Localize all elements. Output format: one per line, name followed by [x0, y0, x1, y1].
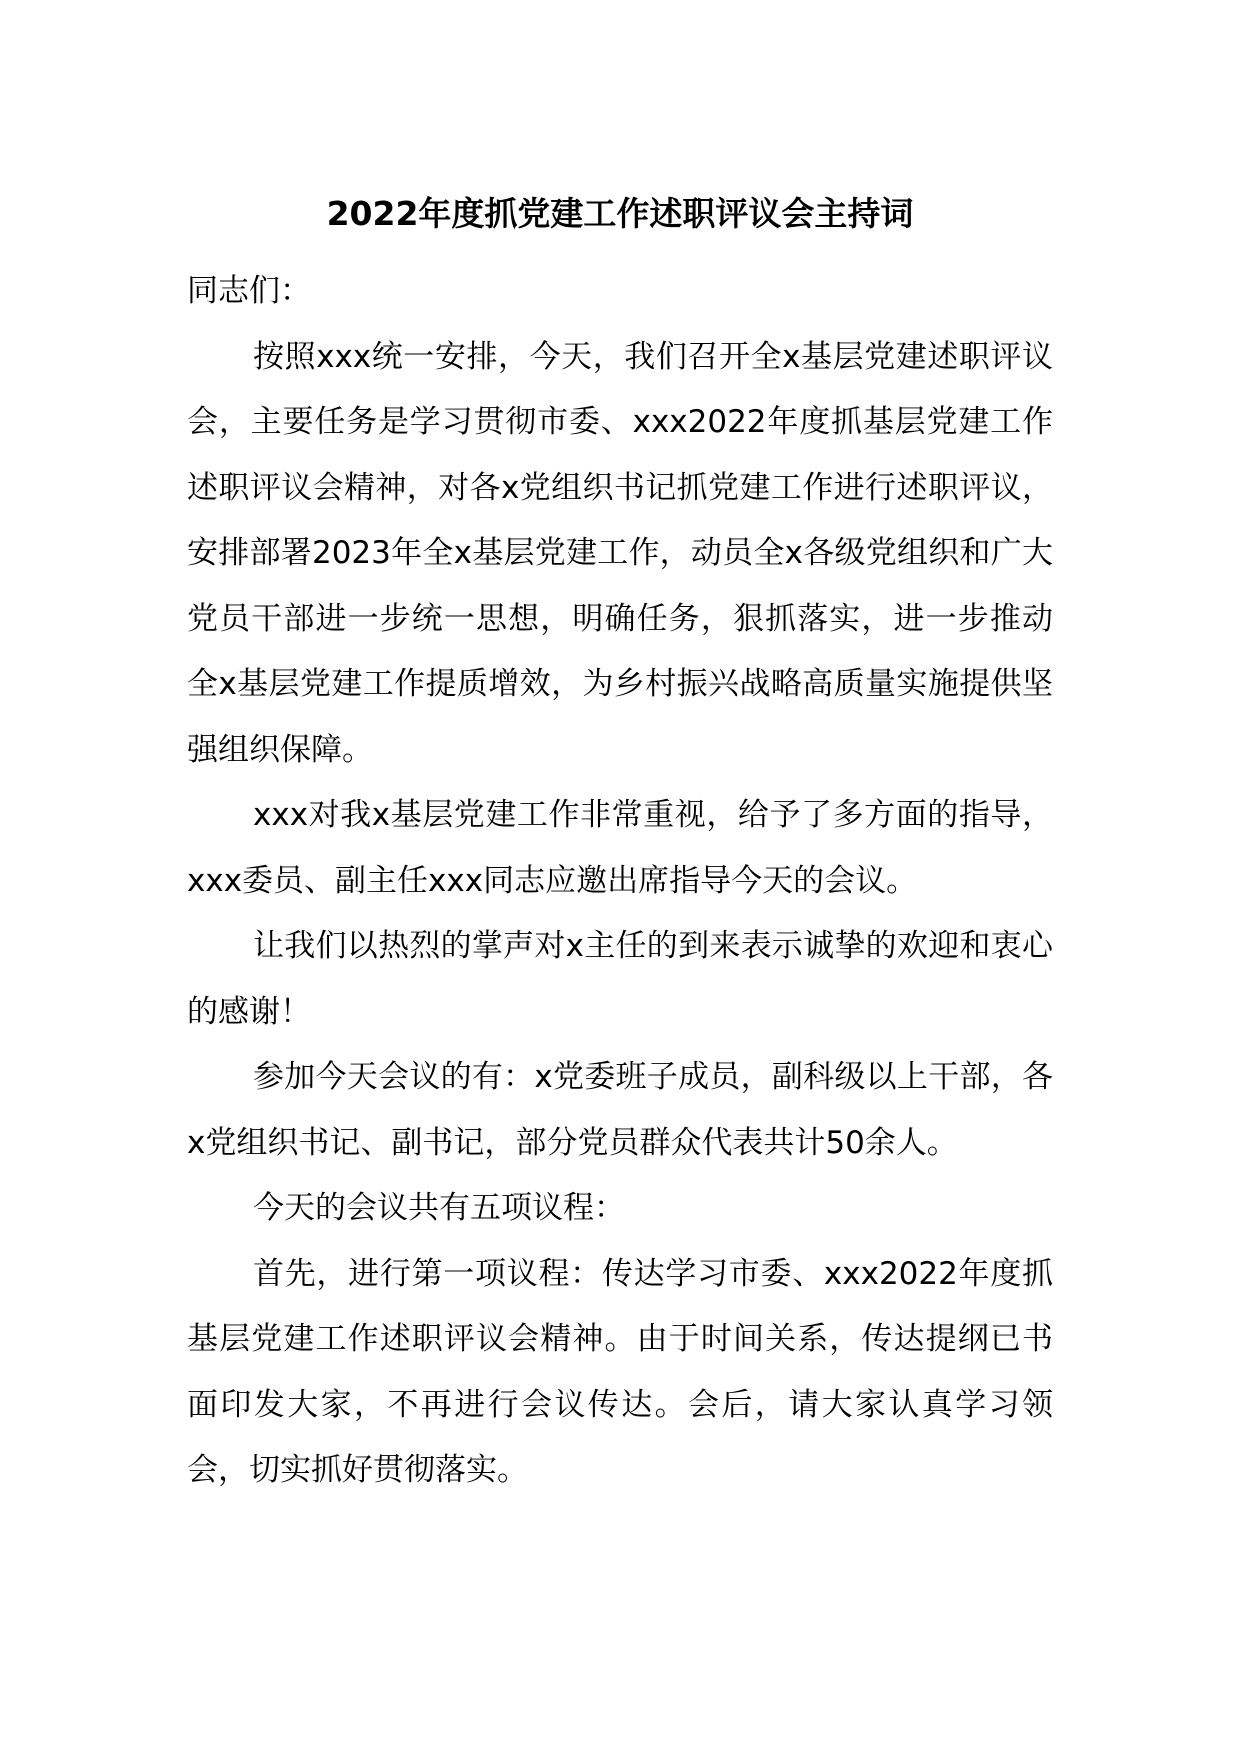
- paragraph-agenda-intro: 今天的会议共有五项议程：: [253, 1190, 625, 1226]
- paragraph-attendees: 参加今天会议的有：x党委班子成员，副科级以上干部，各x党组织书记、副书记，部分党员群众代表共计50余人。: [187, 1059, 1053, 1161]
- paragraph-agenda-first: 首先，进行第一项议程：传达学习市委、xxx2022年度抓基层党建工作述职评议会精神。由于时间关系，传达提纲已书面印发大家，不再进行会议传达。会后，请大家认真学习领会，切实抓好贯彻落实。: [187, 1255, 1053, 1488]
- paragraph-guidance: xxx对我x基层党建工作非常重视，给予了多方面的指导，xxx委员、副主任xxx同志应邀出席指导今天的会议。: [187, 797, 1053, 899]
- paragraph-arrangement: 按照xxx统一安排，今天，我们召开全x基层党建述职评议会，主要任务是学习贯彻市委、xxx2022年度抓基层党建工作述职评议会精神，对各x党组织书记抓党建工作进行述职评议，安排部署2023年全x基层党建工作，动员全x各级党组织和广大党员干部进一步统一思想，明确任务，狠抓落实，进一步推动全x基层党建工作提质增效，为乡村振兴战略高质量实施提供坚强组织保障。: [187, 338, 1053, 768]
- document-title: 2022年度抓党建工作述职评议会主持词: [326, 194, 914, 233]
- salutation: 同志们：: [187, 273, 311, 309]
- document-body: [187, 259, 1053, 1504]
- paragraph-welcome: 让我们以热烈的掌声对x主任的到来表示诚挚的欢迎和衷心的感谢！: [187, 928, 1053, 1030]
